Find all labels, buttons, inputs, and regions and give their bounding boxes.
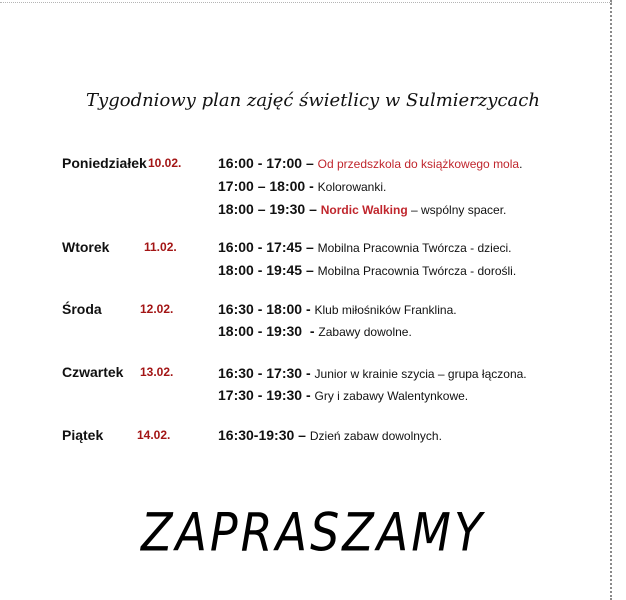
schedule-entry [218, 239, 512, 255]
day-date: 14.02. [137, 428, 171, 442]
day-date: 12.02. [140, 302, 174, 316]
schedule-entry [218, 178, 386, 194]
day-name: Środa [62, 301, 102, 317]
schedule-entry [218, 301, 457, 317]
entry-time: 18:00 - 19:30 [218, 323, 303, 339]
entry-separator: – [294, 427, 310, 443]
entry-separator: – [302, 155, 318, 171]
entry-suffix: . [519, 157, 523, 171]
entry-time: 16:30-19:30 [218, 427, 295, 443]
entry-activity: Nordic Walking [320, 203, 408, 217]
entry-time: 17:00 – 18:00 [218, 178, 306, 194]
schedule-entry [218, 155, 522, 171]
entry-time: 17:30 - 19:30 [218, 387, 303, 403]
page-border-top [0, 2, 612, 3]
day-name: Poniedziałek [62, 155, 147, 171]
schedule-entry [218, 262, 516, 278]
entry-time: 18:00 – 19:30 [218, 201, 306, 217]
day-name: Czwartek [62, 364, 124, 380]
entry-suffix: – wspólny spacer. [407, 203, 507, 217]
invitation-footer: ZAPRASZAMY [140, 500, 486, 564]
entry-activity: Dzień zabaw dowolnych. [309, 429, 442, 443]
day-date: 11.02. [144, 240, 177, 254]
entry-time: 16:00 - 17:00 [218, 155, 303, 171]
entry-time: 16:30 - 18:00 [218, 301, 303, 317]
entry-activity: Mobilna Pracownia Twórcza - dorośli. [317, 264, 517, 278]
schedule-entry [218, 427, 442, 443]
entry-separator: – [302, 262, 318, 278]
entry-time: 16:00 - 17:45 [218, 239, 303, 255]
schedule-entry [218, 365, 527, 381]
entry-separator: – [305, 201, 321, 217]
document-title: Tygodniowy plan zajęć świetlicy w Sulmierzycach [86, 90, 540, 111]
entry-separator: – [302, 239, 318, 255]
entry-activity: Klub miłośników Franklina. [314, 303, 457, 317]
entry-activity: Od przedszkola do książkowego mola [317, 157, 520, 171]
entry-activity: Zabawy dowolne. [318, 325, 412, 339]
entry-time: 18:00 - 19:45 [218, 262, 303, 278]
day-name: Wtorek [62, 239, 110, 255]
entry-separator: - [302, 323, 319, 339]
entry-activity: Kolorowanki. [317, 180, 387, 194]
entry-activity: Junior w krainie szycia – grupa łączona. [314, 367, 527, 381]
entry-separator: - [302, 301, 315, 317]
entry-activity: Mobilna Pracownia Twórcza - dzieci. [317, 241, 512, 255]
entry-separator: - [302, 387, 315, 403]
day-date: 13.02. [140, 365, 174, 379]
entry-separator: - [305, 178, 318, 194]
schedule-entry [218, 387, 468, 403]
schedule-entry [218, 201, 506, 217]
entry-activity: Gry i zabawy Walentynkowe. [314, 389, 469, 403]
entry-time: 16:30 - 17:30 [218, 365, 303, 381]
day-name: Piątek [62, 427, 104, 443]
entry-separator: - [302, 365, 315, 381]
day-date: 10.02. [148, 156, 182, 170]
schedule-entry [218, 323, 412, 339]
